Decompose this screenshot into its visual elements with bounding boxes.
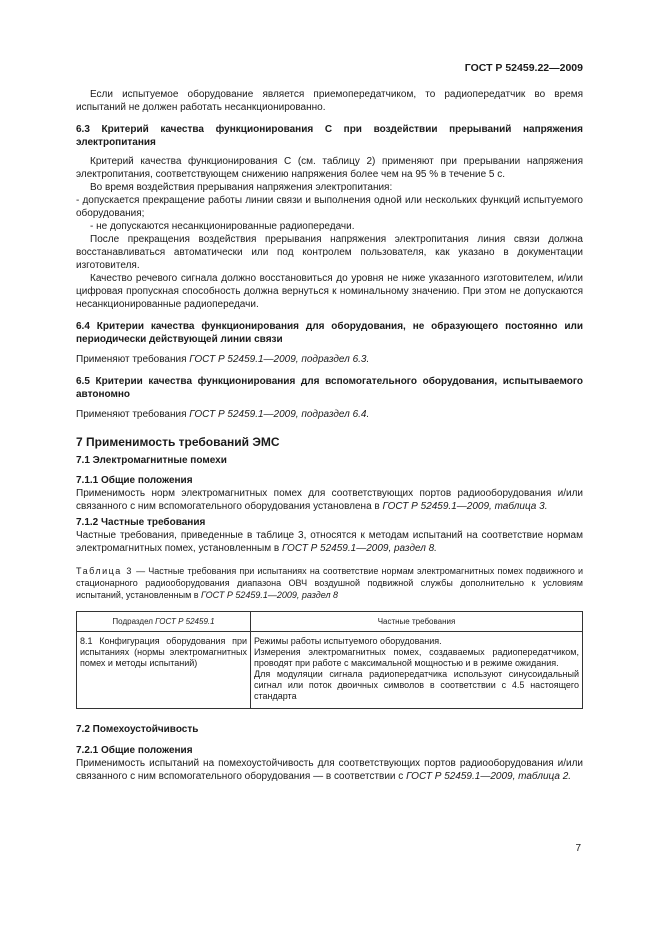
section-6-3-paragraph-5: После прекращения воздействия прерывания напряжения электропитания линия связи должна восстанавливаться автоматически или под контролем пользователя, как указано в документации изготовителя. <box>76 234 583 271</box>
section-7-2-1-title: 7.2.1 Общие положения <box>76 745 193 756</box>
section-7-1-title: 7.1 Электромагнитные помехи <box>76 455 227 466</box>
section-6-4-text: Применяют требования ГОСТ Р 52459.1—2009, подраздел 6.3. <box>76 354 370 365</box>
section-6-3-paragraph-2: Во время воздействия прерывания напряжения электропитания: <box>90 182 393 193</box>
section-7-2-1-text: Применимость испытаний на помехоустойчивость для соответствующих портов радиооборудования и/или связанного с ним вспомогательного оборудования — в соответствии с ГОСТ Р 52459.1—2009, таблица 2. <box>76 758 583 782</box>
table-3-caption-lead: Таблица 3 <box>76 566 133 576</box>
table-cell-subsection: 8.1 Конфигурация оборудования при испытаниях (нормы электромагнитных помех и методы испытаний) <box>77 632 251 709</box>
table-header-requirements: Частные требования <box>251 612 583 632</box>
section-7-1-2-text: Частные требования, приведенные в таблице 3, относятся к методам испытаний на соответствие нормам электромагнитных помех, установленным в ГОСТ Р 52459.1—2009, раздел 8. <box>76 530 583 554</box>
section-7-title: 7 Применимость требований ЭМС <box>76 435 280 449</box>
table-cell-requirements: Режимы работы испытуемого оборудования. Измерения электромагнитных помех, создаваемых радиопередатчиком, проводят при работе с максимальной мощностью и в режиме ожидания. Для модуляции сигнала радиопередатчика используют синусоидальный сигнал или поток двоичных символов в соответствии с 4.5 настоящего стандарта <box>251 632 583 709</box>
intro-paragraph: Если испытуемое оборудование является приемопередатчиком, то радиопередатчик во время испытаний не должен работать несанкционированно. <box>76 89 583 113</box>
table-header-subsection: Подраздел ГОСТ Р 52459.1 <box>77 612 251 632</box>
section-6-4-reference: ГОСТ Р 52459.1—2009, подраздел 6.3. <box>189 354 370 365</box>
section-6-3-paragraph-3: - допускается прекращение работы линии связи и выполнения одной или нескольких функций испытуемого оборудования; <box>76 195 583 219</box>
document-body <box>76 88 583 783</box>
table-header-row <box>77 612 583 632</box>
page-number: 7 <box>575 843 581 854</box>
section-7-1-2-title: 7.1.2 Частные требования <box>76 517 206 528</box>
section-6-4-title: 6.4 Критерии качества функционирования для оборудования, не образующего постоянно или периодически действующей линии связи <box>76 321 583 345</box>
table-3-caption-reference: ГОСТ Р 52459.1—2009, раздел 8 <box>201 590 339 600</box>
section-7-2-title: 7.2 Помехоустойчивость <box>76 724 199 735</box>
section-6-3-paragraph-4: - не допускаются несанкционированные радиопередачи. <box>90 221 355 232</box>
table-row <box>77 632 583 709</box>
section-6-3-paragraph-6: Качество речевого сигнала должно восстановиться до уровня не ниже указанного изготовителем, и/или цифровая пропускная способность должна вернуться к номинальному значению. При этом не допускаются несанкционированные радиопередачи. <box>76 273 583 310</box>
section-6-5-text: Применяют требования ГОСТ Р 52459.1—2009, подраздел 6.4. <box>76 409 370 420</box>
section-6-5-reference: ГОСТ Р 52459.1—2009, подраздел 6.4. <box>189 409 370 420</box>
section-7-1-1-text: Применимость норм электромагнитных помех для соответствующих портов радиооборудования и/или связанного с ним вспомогательного оборудования установлена в ГОСТ Р 52459.1—2009, таблица 3. <box>76 488 583 512</box>
table-3-caption: Таблица 3 — Частные требования при испытаниях на соответствие нормам электромагнитных помех подвижного и стационарного радиооборудования диапазона ОВЧ воздушной подвижной службы дополнительно к условиям испытаний, установленным в ГОСТ Р 52459.1—2009, раздел 8 <box>76 566 583 600</box>
section-7-1-2-reference: ГОСТ Р 52459.1—2009, раздел 8. <box>281 543 437 554</box>
table-3 <box>76 611 583 709</box>
document-code-header: ГОСТ Р 52459.22—2009 <box>464 62 583 74</box>
section-7-1-1-title: 7.1.1 Общие положения <box>76 475 193 486</box>
section-6-3-paragraph-1: Критерий качества функционирования С (см. таблицу 2) применяют при прерывании напряжения электропитания, соответствующем снижению напряжения более чем на 95 % в течение 5 с. <box>76 156 583 180</box>
section-6-5-title: 6.5 Критерии качества функционирования для вспомогательного оборудования, испытываемого автономно <box>76 376 583 400</box>
section-6-3-title: 6.3 Критерий качества функционирования С при воздействии прерываний напряжения электропитания <box>76 124 583 148</box>
section-7-1-1-reference: ГОСТ Р 52459.1—2009, таблица 3. <box>382 501 548 512</box>
section-7-2-1-reference: ГОСТ Р 52459.1—2009, таблица 2. <box>406 771 572 782</box>
